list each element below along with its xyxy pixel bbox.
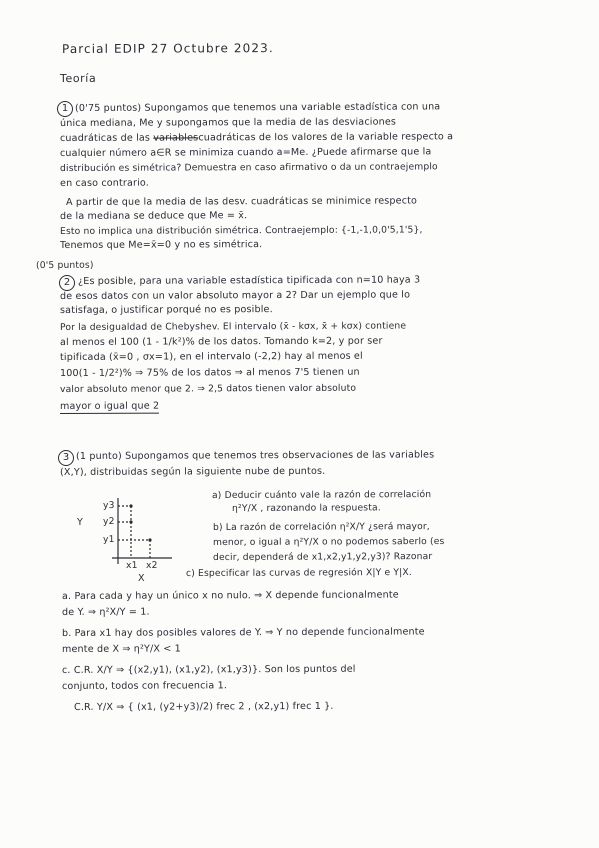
q3-sub-a-1: a) Deducir cuánto vale la razón de correlación (211, 489, 432, 501)
q1-line-2: única mediana, Me y supongamos que la media de las desviaciones (59, 116, 397, 129)
q3-answer-6: conjunto, todos con frecuencia 1. (61, 680, 228, 692)
q3-answer-4: mente de X ⇒ η²Y/X < 1 (61, 643, 181, 655)
q2-answer-3: tipificada (x̄=0 , σx=1), en el intervalo (-2,2) hay al menos el (59, 350, 363, 363)
tick-y3: y3 (102, 499, 115, 511)
q3-answer-3: b. Para x1 hay dos posibles valores de Y. ⇒ Y no depende funcionalmente (61, 626, 425, 639)
q3-sub-b-3: decir, dependerá de x1,x2,y1,y2,y3)? Razonar (212, 551, 433, 563)
q1-answer-1: A partir de que la media de las desv. cuadráticas se minimice respecto (65, 195, 418, 208)
q3-answer-1: a. Para cada y hay un único x no nulo. ⇒ X depende funcionalmente (61, 589, 399, 602)
q1-line-6: en caso contrario. (59, 177, 150, 189)
q3-sub-c: c) Especificar las curvas de regresión X|Y e Y|X. (185, 567, 412, 579)
q3-sub-b-2: menor, o igual a η²Y/X o no podemos saberlo (es (212, 535, 445, 548)
q1-answer-2: de la mediana se deduce que Me = x̄. (59, 210, 248, 222)
tick-x1: x1 (125, 559, 138, 571)
q1-line-3-text: cuadráticas de los valores de la variable respecto a (198, 131, 454, 144)
q2-answer-1: Por la desigualdad de Chebyshev. El intervalo (x̄ - kσx, x̄ + kσx) contiene (59, 320, 407, 333)
q2-answer-2: al menos el 100 (1 - 1/k²)% de los datos. Tomando k=2, y por ser (59, 335, 383, 348)
q2-points: (0'5 puntos) (35, 259, 94, 271)
q1-line-3-prefix: cuadráticas de las (59, 132, 154, 144)
point-x1-y3 (129, 504, 132, 507)
tick-x2: x2 (145, 559, 158, 571)
q2-line-1: ¿Es posible, para una variable estadística tipificada con n=10 haya 3 (77, 274, 421, 287)
q1-answer-4: Tenemos que Me=x̄=0 y no es simétrica. (59, 239, 263, 251)
q3-sub-b-1: b) La razón de correlación η²X/Y ¿será mayor, (212, 521, 430, 533)
tick-y1: y1 (102, 533, 115, 545)
q1-line-4: cualquier número a∈R se minimiza cuando a=Me. ¿Puede afirmarse que la (59, 146, 432, 159)
q2-line-2: de esos datos con un valor absoluto mayor a 2? Dar un ejemplo que lo (59, 289, 411, 302)
q3-sub-a-2: η²Y/X , razonando la respuesta. (231, 502, 381, 514)
q3-line-1: (1 punto) Supongamos que tenemos tres observaciones de las variables (75, 449, 435, 462)
exam-title: Parcial EDIP 27 Octubre 2023. (61, 41, 274, 56)
q2-conclusion: mayor o igual que 2 (59, 400, 160, 412)
q3-line-2: (X,Y), distribuidas según la siguiente nube de puntos. (59, 465, 326, 478)
q2-answer-4: 100(1 - 1/2²)% ⇒ 75% de los datos ⇒ al menos 7'5 tienen un (59, 366, 360, 379)
point-x2-y1 (148, 538, 151, 541)
q1-line-1: (0'75 puntos) Supongamos que tenemos una variable estadística con una (74, 101, 441, 114)
plot-x-label: X (137, 572, 145, 584)
q1-line-5: distribución es simétrica? Demuestra en caso afirmativo o da un contraejemplo (59, 161, 438, 174)
q3-answer-2: de Y. ⇒ η²X/Y = 1. (61, 606, 150, 618)
q2-line-3: satisfaga, o justificar porqué no es posible. (59, 304, 273, 316)
tick-y2: y2 (102, 515, 115, 527)
question-3-number: 3 (58, 450, 74, 466)
q2-answer-5: valor absoluto menor que 2. ⇒ 2,5 datos tienen valor absoluto (59, 382, 357, 395)
plot-y-label: Y (76, 516, 84, 528)
q3-answer-5: c. C.R. X/Y ⇒ {(x2,y1), (x1,y2), (x1,y3)}. Son los puntos del (61, 663, 356, 676)
section-heading: Teoría (59, 71, 97, 85)
question-2-number: 2 (59, 275, 75, 291)
q3-answer-7: C.R. Y/X ⇒ { (x1, (y2+y3)/2) frec 2 , (x2,y1) frec 1 }. (73, 700, 334, 713)
point-x1-y2 (129, 520, 132, 523)
q1-answer-3: Esto no implica una distribución simétrica. Contraejemplo: {-1,-1,0,0'5,1'5}, (59, 224, 423, 237)
struck-word: variables (153, 132, 199, 144)
question-1-number: 1 (57, 101, 73, 117)
